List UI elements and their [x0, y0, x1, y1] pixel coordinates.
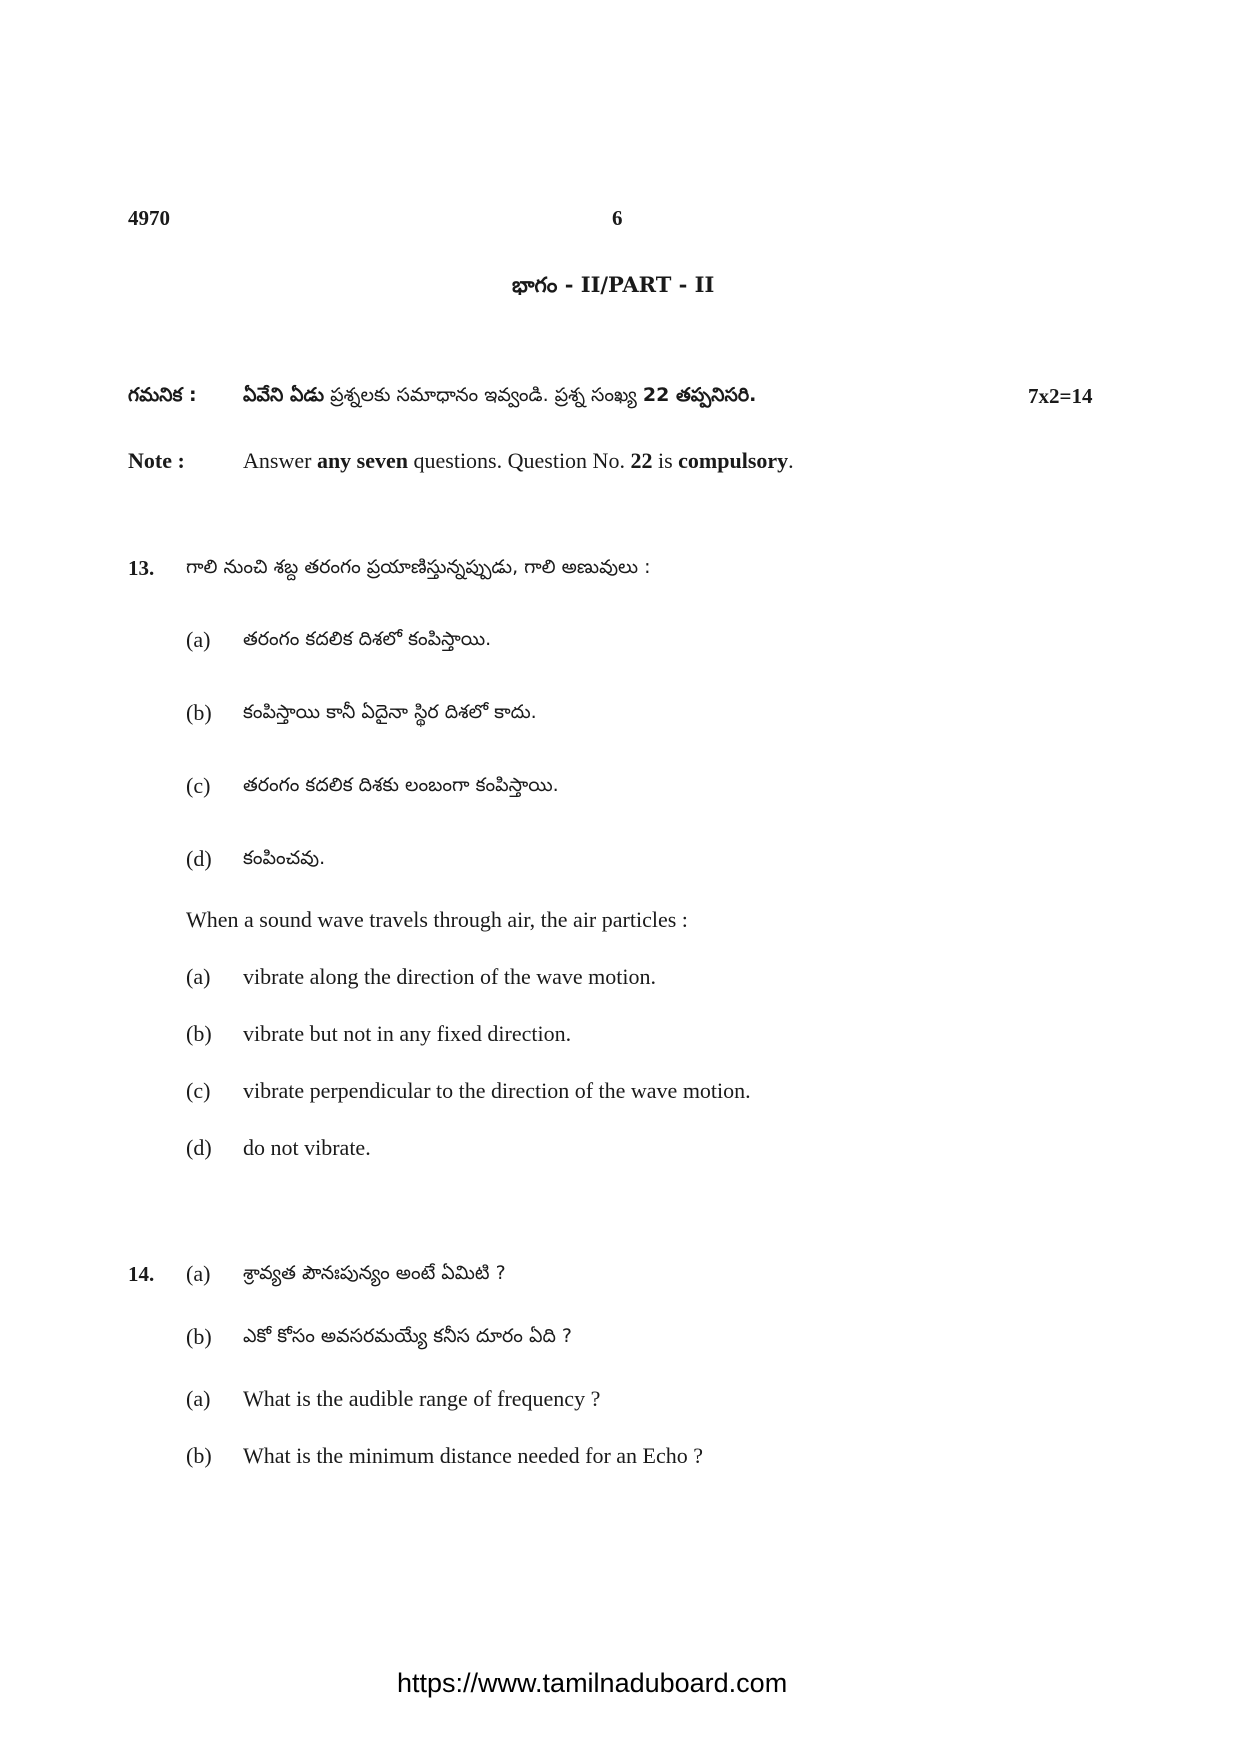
q13-te-option-b-label: (b) — [186, 700, 212, 725]
q14-te-a: శ్రావ్యత పౌనఃపున్యం అంటే ఏమిటి ? — [243, 1262, 506, 1284]
q13-te-option-d-label: (d) — [186, 846, 212, 871]
q14-en-b: What is the minimum distance needed for an Echo ? — [243, 1443, 704, 1468]
q13-en-option-c: vibrate perpendicular to the direction of the wave motion. — [243, 1078, 751, 1103]
q13-en-option-a-label: (a) — [186, 964, 211, 989]
q13-te-option-d: కంపించవు. — [243, 847, 326, 869]
q13-te-option-a: తరంగం కదలిక దిశలో కంపిస్తాయి. — [243, 628, 492, 650]
part-title: భాగం - II/PART - II — [512, 272, 715, 297]
note-en-compulsory: compulsory — [678, 448, 789, 473]
q13-en-option-c-label: (c) — [186, 1078, 211, 1103]
question-13-number: 13. — [128, 556, 155, 580]
note-en-qno: 22 — [630, 448, 653, 473]
q13-te-option-a-label: (a) — [186, 627, 211, 652]
q14-en-b-label: (b) — [186, 1443, 212, 1468]
marks-allocation: 7x2=14 — [1028, 384, 1093, 408]
note-en-part: is — [652, 448, 679, 473]
q14-en-a: What is the audible range of frequency ? — [243, 1386, 601, 1411]
note-te-compulsory: 22 తప్పనిసరి. — [642, 384, 757, 406]
note-en-part: . — [788, 448, 794, 473]
page-number: 6 — [612, 206, 623, 230]
q13-te-option-b: కంపిస్తాయి కానీ ఏదైనా స్థిర దిశలో కాదు. — [243, 701, 537, 723]
q14-te-a-label: (a) — [186, 1261, 211, 1286]
question-13-te: గాలి నుంచి శబ్ద తరంగం ప్రయాణిస్తున్నప్పుడు, గాలి అణువులు : — [186, 556, 651, 578]
note-en-part: questions. Question No. — [408, 448, 631, 473]
footer-url[interactable]: https://www.tamilnaduboard.com — [397, 1668, 788, 1698]
q13-en-option-d-label: (d) — [186, 1135, 212, 1160]
question-14-number: 14. — [128, 1262, 155, 1286]
note-label-te: గమనిక : — [128, 384, 197, 406]
q14-te-b: ఎకో కోసం అవసరమయ్యే కనీస దూరం ఏది ? — [243, 1325, 573, 1347]
note-text-en — [243, 448, 794, 474]
q13-en-option-b-label: (b) — [186, 1021, 212, 1046]
q13-te-option-c-label: (c) — [186, 773, 211, 798]
note-text-te — [243, 384, 756, 411]
note-en-part: Answer — [243, 448, 317, 473]
q13-te-option-c: తరంగం కదలిక దిశకు లంబంగా కంపిస్తాయి. — [243, 774, 559, 796]
note-en-any-seven: any seven — [316, 448, 408, 473]
question-13-en: When a sound wave travels through air, the air particles : — [186, 907, 688, 932]
note-label-en: Note : — [128, 448, 185, 473]
note-te-mid: ప్రశ్నలకు సమాధానం ఇవ్వండి. ప్రశ్న సంఖ్య — [324, 384, 643, 406]
paper-code: 4970 — [128, 206, 170, 230]
q13-en-option-b: vibrate but not in any fixed direction. — [243, 1021, 572, 1046]
q13-en-option-d: do not vibrate. — [243, 1135, 371, 1160]
q14-te-b-label: (b) — [186, 1324, 212, 1349]
q14-en-a-label: (a) — [186, 1386, 211, 1411]
q13-en-option-a: vibrate along the direction of the wave motion. — [243, 964, 656, 989]
note-te-emph: ఏవేని ఏడు — [243, 384, 325, 406]
